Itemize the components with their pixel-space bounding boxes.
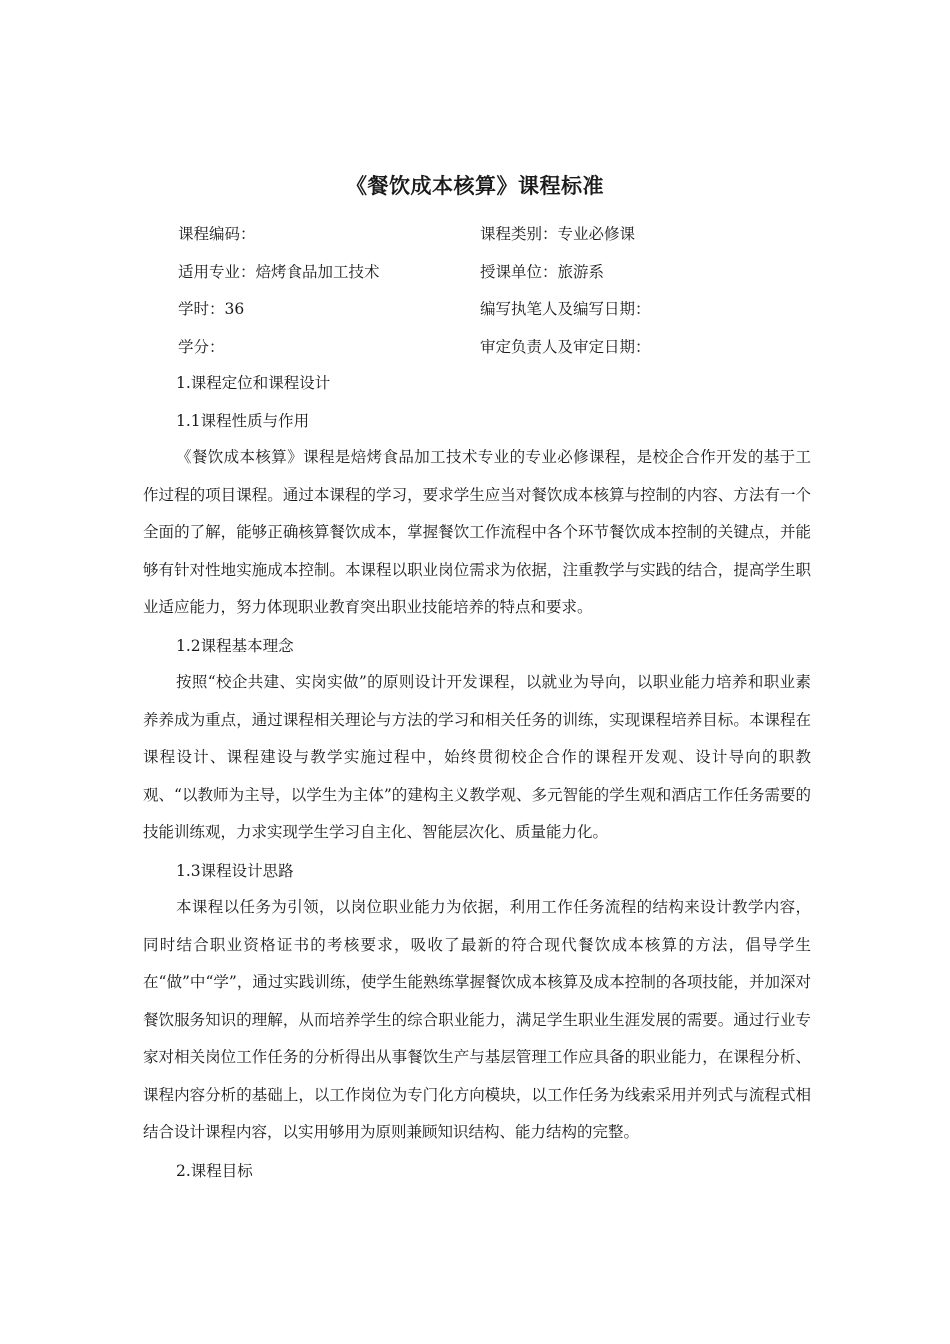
paragraph-design-approach: 本课程以任务为引领，以岗位职业能力为依据，利用工作任务流程的结构来设计教学内容，同时结合职业资格证书的考核要求，吸收了最新的符合现代餐饮成本核算的方法，倡导学生在“做”中“学”，通过实践训练，使学生能熟练掌握餐饮成本核算及成本控制的各项技能，并加深对餐饮服务知识的理解，从而培养学生的综合职业能力，满足学生职业生涯发展的需要。通过行业专家对相关岗位工作任务的分析得出从事餐饮生产与基层管理工作应具备的职业能力，在课程分析、课程内容分析的基础上，以工作岗位为专门化方向模块，以工作任务为线索采用并列式与流程式相结合设计课程内容，以实用够用为原则兼顾知识结构、能力结构的完整。	[143, 898, 811, 1142]
section-heading-course-objectives: 2.课程目标	[176, 1161, 253, 1180]
section-heading-design-approach: 1.3课程设计思路	[176, 861, 294, 880]
meta-row	[178, 260, 818, 298]
meta-course-category: 课程类别：专业必修课	[480, 225, 636, 243]
meta-row	[178, 335, 818, 373]
document-title: 《餐饮成本核算》课程标准	[346, 174, 604, 198]
meta-course-code: 课程编码：	[178, 225, 256, 243]
section-heading-course-positioning: 1.课程定位和课程设计	[176, 374, 331, 392]
meta-credits: 学分：	[178, 337, 225, 356]
course-meta	[178, 222, 818, 372]
paragraph-course-nature: 《餐饮成本核算》课程是焙烤食品加工技术专业的专业必修课程，是校企合作开发的基于工作过程的项目课程。通过本课程的学习，要求学生应当对餐饮成本核算与控制的内容、方法有一个全面的了解，能够正确核算餐饮成本，掌握餐饮工作流程中各个环节餐饮成本控制的关键点，并能够有针对性地实施成本控制。本课程以职业岗位需求为依据，注重教学与实践的结合，提高学生职业适应能力，努力体现职业教育突出职业技能培养的特点和要求。	[143, 448, 811, 617]
document-body	[143, 371, 811, 1196]
section-heading-basic-concept: 1.2课程基本理念	[176, 636, 294, 655]
meta-row	[178, 222, 818, 260]
paragraph-basic-concept: 按照“校企共建、实岗实做”的原则设计开发课程，以就业为导向，以职业能力培养和职业素养养成为重点，通过课程相关理论与方法的学习和相关任务的训练，实现课程培养目标。本课程在课程设计、课程建设与教学实施过程中，始终贯彻校企合作的课程开发观、设计导向的职教观、“以教师为主导，以学生为主体”的建构主义教学观、多元智能的学生观和酒店工作任务需要的技能训练观，力求实现学生学习自主化、智能层次化、质量能力化。	[143, 673, 811, 842]
meta-major: 适用专业：焙烤食品加工技术	[178, 262, 380, 281]
meta-department: 授课单位：旅游系	[480, 262, 605, 281]
section-heading-course-nature: 1.1课程性质与作用	[176, 411, 310, 430]
meta-author-date: 编写执笔人及编写日期：	[480, 300, 651, 318]
meta-hours: 学时：36	[178, 300, 245, 318]
meta-reviewer-date: 审定负责人及审定日期：	[480, 337, 651, 356]
meta-row	[178, 297, 818, 335]
